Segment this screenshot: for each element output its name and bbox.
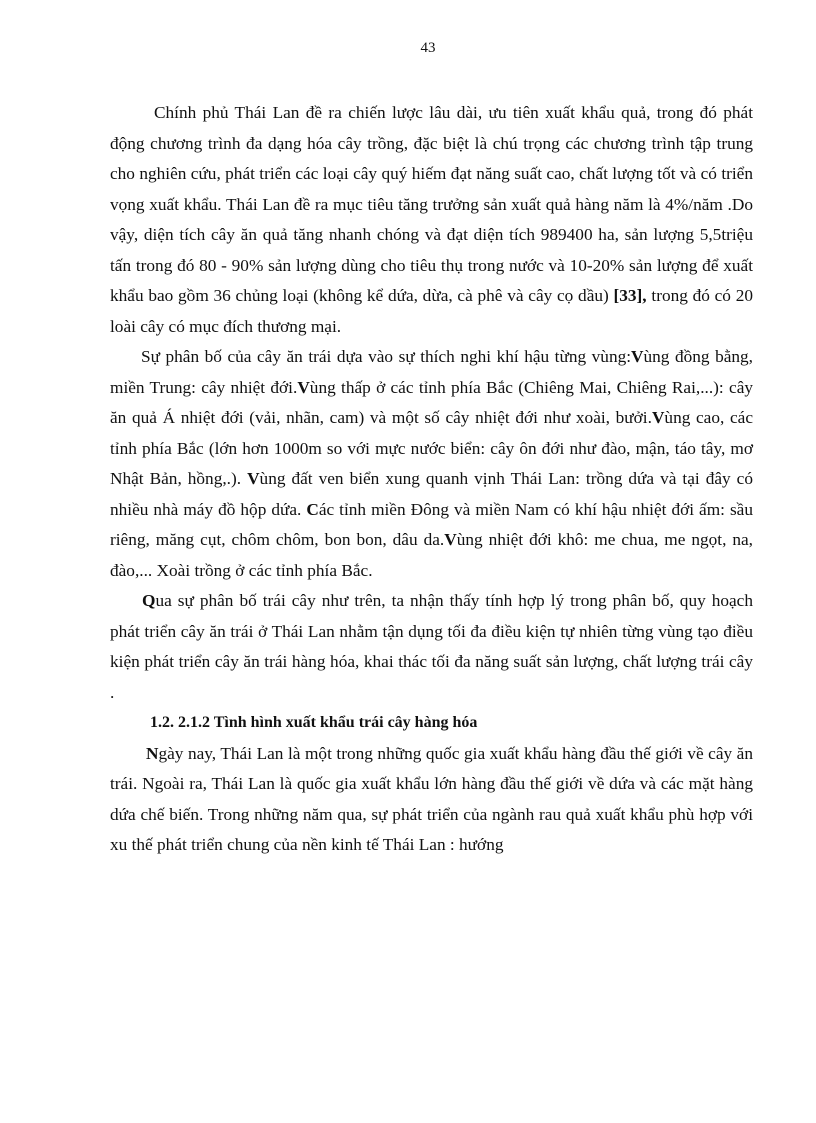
section-heading: 1.2. 2.1.2 Tình hình xuất khẩu trái cây hàng hóa [150, 714, 478, 731]
paragraph-text: Chính phủ Thái Lan đề ra chiến lược lâu dài, ưu tiên xuất khẩu quả, trong đó phát động chương trình đa dạng hóa cây trồng, đặc biệt là chú trọng các chương trình tập trung cho nghiên cứu, phát triển các loại cây quý hiếm đạt năng suất cao, chất lượng tốt và có triển vọng xuất khẩu. Thái Lan đề ra mục tiêu tăng trưởng sản xuất quả hàng năm là 4%/năm .Do vậy, diện tích cây ăn quả tăng nhanh chóng và đạt diện tích 989400 ha, sản lượng 5,5triệu tấn trong đó 80 - 90% sản lượng dùng cho tiêu thụ trong nước và 10-20% sản lượng để xuất khẩu bao gồm 36 chủng loại (không kể dứa, dừa, cà phê và cây cọ dầu) [110, 103, 753, 305]
paragraph-text: ua sự phân bố trái cây như trên, ta nhận thấy tính hợp lý trong phân bố, quy hoạch phát triển cây ăn trái ở Thái Lan nhằm tận dụng tối đa điều kiện tự nhiên từng vùng tạo điều kiện phát triển cây ăn trái hàng hóa, khai thác tối đa năng suất sản lượng, chất lượng trái cây . [110, 591, 753, 702]
bold-initial: V [631, 347, 644, 366]
paragraph-text: ác tỉnh miền Đông và miền Nam có khí hậu nhiệt đới ấm: sầu riêng, măng cụt, chôm chôm, bon bon, dâu da. [110, 499, 753, 549]
paragraph-text: ùng thấp ở các tỉnh phía Bắc (Chiêng Mai, Chiêng Rai,...): cây ăn quả Á nhiệt đới (vải, nhãn, cam) và một số cây nhiệt đới như xoài, bưởi. [110, 377, 753, 427]
document-body [110, 98, 753, 861]
bold-initial: V [297, 377, 310, 397]
paragraph-text: Sự phân bố của cây ăn trái dựa vào sự thích nghi khí hậu từng vùng: [141, 347, 632, 366]
bold-initial: Q [142, 591, 156, 610]
citation: [33], [613, 286, 647, 305]
bold-initial: V [651, 408, 665, 427]
paragraph-text: ùng nhiệt đới khô: me chua, me ngọt, na, đào,... Xoài trồng ở các tỉnh phía Bắc. [110, 530, 753, 580]
paragraph-text: ùng cao, các tỉnh phía Bắc (lớn hơn 1000m so với mực nước biển: cây ôn đới như đào, mận, táo tây, mơ Nhật Bản, hồng,.). [110, 408, 753, 488]
paragraph-text: gày nay, Thái Lan là một trong những quốc gia xuất khẩu hàng đầu thế giới về cây ăn trái. Ngoài ra, Thái Lan là quốc gia xuất khẩu lớn hàng đầu thế giới về dứa và các mặt hàng dứa chế biến. Trong những năm qua, sự phát triển của ngành rau quả xuất khẩu phù hợp với xu thế phát triển chung của nền kinh tế Thái Lan : hướng [110, 743, 753, 854]
bold-initial: C [306, 499, 319, 519]
paragraph-fruit-distribution [110, 342, 753, 586]
paragraph-planning-rationale [110, 586, 753, 708]
paragraph-text: ùng đất ven biển xung quanh vịnh Thái Lan: trồng dứa và tại đây có nhiều nhà máy đồ hộp dứa. [110, 469, 753, 519]
paragraph-export-situation [110, 739, 753, 861]
paragraph-text: trong đó có 20 loài cây có mục đích thương mại. [110, 286, 753, 336]
paragraph-government-strategy [110, 98, 753, 342]
bold-initial: N [146, 743, 159, 763]
bold-initial: V [444, 530, 457, 549]
paragraph-text: ùng đồng bằng, miền Trung: cây nhiệt đới. [110, 347, 753, 397]
page-number: 43 [420, 40, 436, 56]
bold-initial: V [247, 469, 260, 488]
